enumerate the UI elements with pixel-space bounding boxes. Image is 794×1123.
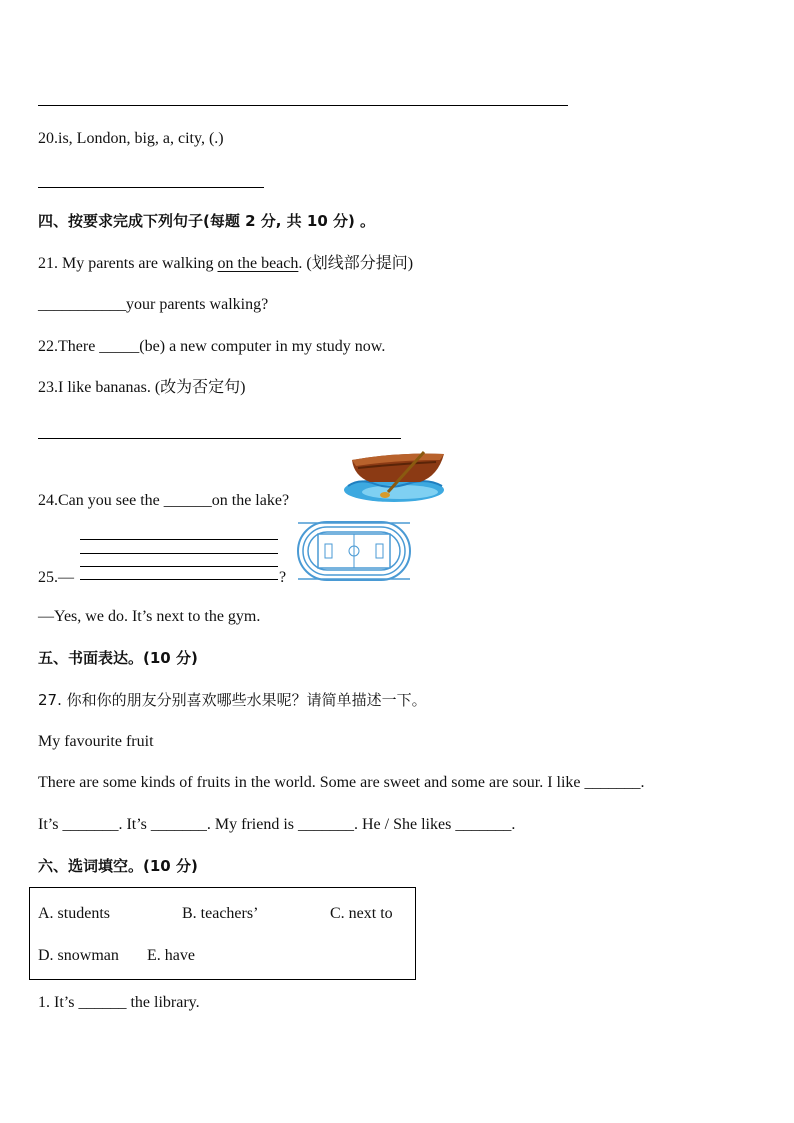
sports-field-icon	[296, 520, 412, 582]
question-25-prefix: 25.—	[38, 569, 74, 586]
essay-line-2: It’s _______. It’s _______. My friend is _______. He / She likes _______.	[38, 816, 516, 833]
q25-line-1	[80, 539, 278, 540]
section-5-heading: 五、书面表达。(10 分)	[38, 649, 198, 667]
question-23: 23.I like bananas. (改为否定句)	[38, 379, 246, 396]
answer-line-23	[38, 438, 401, 439]
question-25-reply: —Yes, we do. It’s next to the gym.	[38, 608, 261, 625]
question-21	[38, 254, 413, 274]
q25-line-4	[80, 579, 278, 580]
question-22: 22.There _____(be) a new computer in my study now.	[38, 338, 386, 355]
q21-prefix: 21. My parents are walking	[38, 255, 218, 272]
q21-underlined-phrase: on the beach	[217, 255, 299, 272]
question-20: 20.is, London, big, a, city, (.)	[38, 130, 224, 147]
answer-line-19	[38, 105, 568, 106]
boat-icon	[340, 448, 448, 506]
section-6-heading: 六、选词填空。(10 分)	[38, 857, 198, 875]
option-d: D. snowman	[38, 947, 119, 964]
option-a: A. students	[38, 905, 110, 922]
q25-line-2	[80, 553, 278, 554]
fill-question-1: 1. It’s ______ the library.	[38, 994, 200, 1011]
answer-line-20	[38, 187, 264, 188]
essay-title: My favourite fruit	[38, 733, 154, 750]
question-27-prompt: 27. 你和你的朋友分别喜欢哪些水果呢？请简单描述一下。	[38, 691, 427, 709]
q21-suffix: . (划线部分提问)	[298, 255, 414, 272]
option-e: E. have	[147, 947, 195, 964]
section-4-heading: 四、按要求完成下列句子(每题 2 分, 共 10 分) 。	[38, 212, 376, 230]
option-c: C. next to	[330, 905, 393, 922]
option-b: B. teachers’	[182, 905, 259, 922]
essay-line-1: There are some kinds of fruits in the world. Some are sweet and some are sour. I like _______.	[38, 774, 645, 791]
question-24: 24.Can you see the ______on the lake?	[38, 492, 290, 509]
question-25-suffix: ?	[279, 569, 287, 586]
q25-line-3	[80, 566, 278, 567]
word-bank-box	[29, 887, 416, 980]
question-21-answer-line: ___________your parents walking?	[38, 296, 269, 313]
